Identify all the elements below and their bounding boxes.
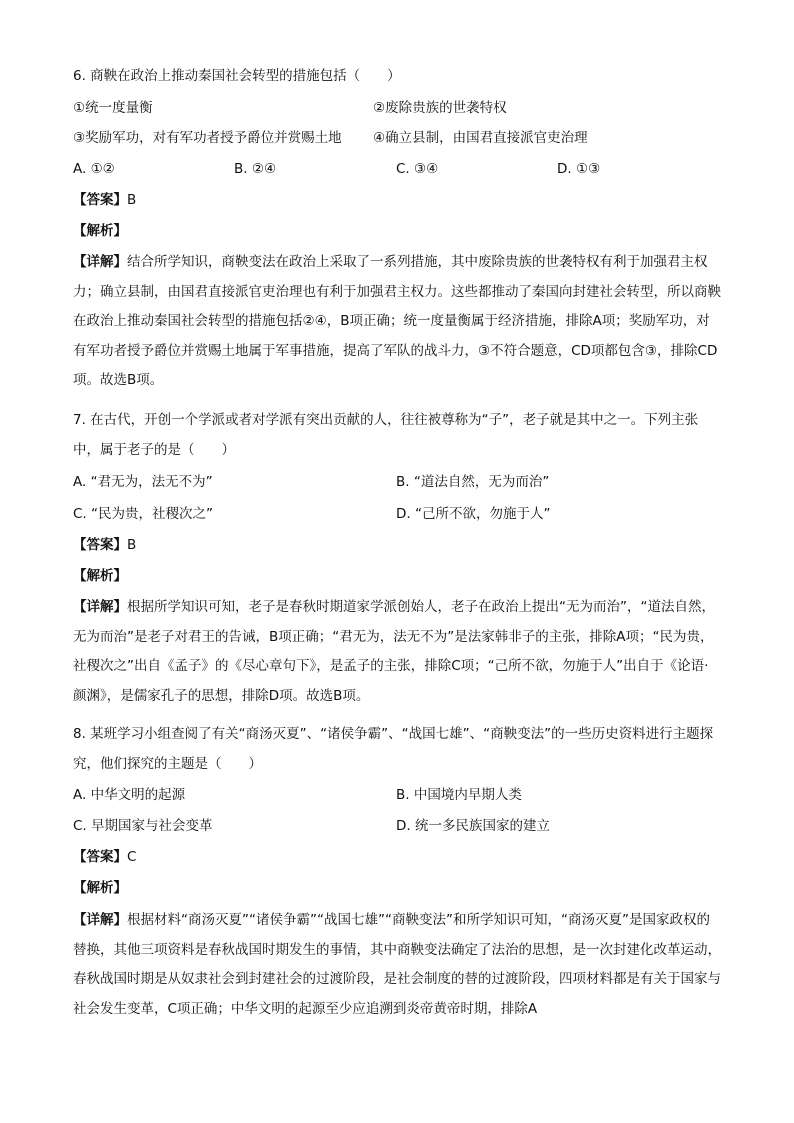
q8-answer bbox=[73, 847, 136, 867]
q6-detail-text: 结合所学知识，商鞅变法在政治上采取了一系列措施，其中废除贵族的世袭特权有利于加强君主权力；确立县制，由国君直接派官吏治理也有利于加强君主权力。这些都推动了秦国向封建社会转型，所以商鞅在政治上推动秦国社会转型的措施包括②④，B项正确；统一度量衡属于经济措施，排除A项；奖励军功，对有军功者授予爵位并赏赐土地属于军事措施，提高了军队的战斗力，③不符合题意，CD项都包含③，排除CD项。故选B项。 bbox=[73, 254, 721, 388]
q7-detail-label: 【详解】 bbox=[73, 599, 127, 615]
q8-answer-label: 【答案】 bbox=[73, 849, 127, 865]
q7-answer-value: B bbox=[127, 537, 137, 553]
q7-option-b: B. “道法自然，无为而治” bbox=[396, 474, 550, 490]
q6-stem: 6. 商鞅在政治上推动秦国社会转型的措施包括（ ） bbox=[73, 68, 401, 84]
q6-analysis-label: 【解析】 bbox=[73, 223, 127, 239]
q8-stem: 8. 某班学习小组查阅了有关“商汤灭夏”、“诸侯争霸”、“战国七雄”、“商鞅变法”的一些历史资料进行主题探究，他们探究的主题是（ ） bbox=[73, 726, 714, 772]
q8-detail-label: 【详解】 bbox=[73, 912, 127, 928]
q6-answer-value: B bbox=[127, 192, 137, 208]
q6-item-4: ④确立县制，由国君直接派官吏治理 bbox=[373, 130, 588, 146]
q6-option-b: B. ②④ bbox=[234, 161, 277, 177]
q7-detail-text: 根据所学知识可知，老子是春秋时期道家学派创始人，老子在政治上提出“无为而治”，“道法自然，无为而治”是老子对君王的告诫，B项正确；“君无为，法无不为”是法家韩非子的主张，排除A项；“民为贵，社稷次之”出自《孟子》的《尽心章句下》，是孟子的主张，排除C项；“己所不欲，勿施于人”出自于《论语·颜渊》，是儒家孔子的思想，排除D项。故选B项。 bbox=[73, 599, 715, 704]
q7-option-a: A. “君无为，法无不为” bbox=[73, 474, 213, 490]
q6-answer bbox=[73, 190, 136, 210]
q8-answer-value: C bbox=[127, 849, 137, 865]
q6-item-1: ①统一度量衡 bbox=[73, 100, 153, 116]
q6-option-a: A. ①② bbox=[73, 161, 115, 177]
q8-detail bbox=[73, 906, 721, 1024]
q8-analysis-label: 【解析】 bbox=[73, 880, 127, 896]
q7-analysis-label: 【解析】 bbox=[73, 568, 127, 584]
q7-answer bbox=[73, 535, 136, 555]
q6-item-2: ②废除贵族的世袭特权 bbox=[373, 100, 507, 116]
q6-detail bbox=[73, 248, 721, 396]
q8-option-b: B. 中国境内早期人类 bbox=[396, 787, 522, 803]
q7-detail bbox=[73, 593, 721, 711]
q6-item-3: ③奖励军功，对有军功者授予爵位并赏赐土地 bbox=[73, 130, 342, 146]
q8-detail-text: 根据材料“商汤灭夏”“诸侯争霸”“战国七雄”“商鞅变法”和所学知识可知，“商汤灭夏”是国家政权的替换，其他三项资料是春秋战国时期发生的事情，其中商鞅变法确定了法治的思想，是一次封建化改革运动，春秋战国时期是从奴隶社会到封建社会的过渡阶段，是社会制度的替的过渡阶段，四项材料都是有关于国家与社会发生变革，C项正确；中华文明的起源至少应追溯到炎帝黄帝时期，排除A bbox=[73, 912, 721, 1017]
q7-option-d: D. “己所不欲，勿施于人” bbox=[396, 506, 551, 522]
q7-stem: 7. 在古代，开创一个学派或者对学派有突出贡献的人，往往被尊称为“子”，老子就是其中之一。下列主张中，属于老子的是（ ） bbox=[73, 412, 699, 458]
q6-option-d: D. ①③ bbox=[557, 161, 601, 177]
q6-option-c: C. ③④ bbox=[396, 161, 439, 177]
q8-option-c: C. 早期国家与社会变革 bbox=[73, 818, 213, 834]
q8-option-a: A. 中华文明的起源 bbox=[73, 787, 186, 803]
q7-answer-label: 【答案】 bbox=[73, 537, 127, 553]
q7-option-c: C. “民为贵，社稷次之” bbox=[73, 506, 213, 522]
q8-option-d: D. 统一多民族国家的建立 bbox=[396, 818, 550, 834]
q6-answer-label: 【答案】 bbox=[73, 192, 127, 208]
q6-detail-label: 【详解】 bbox=[73, 254, 127, 270]
